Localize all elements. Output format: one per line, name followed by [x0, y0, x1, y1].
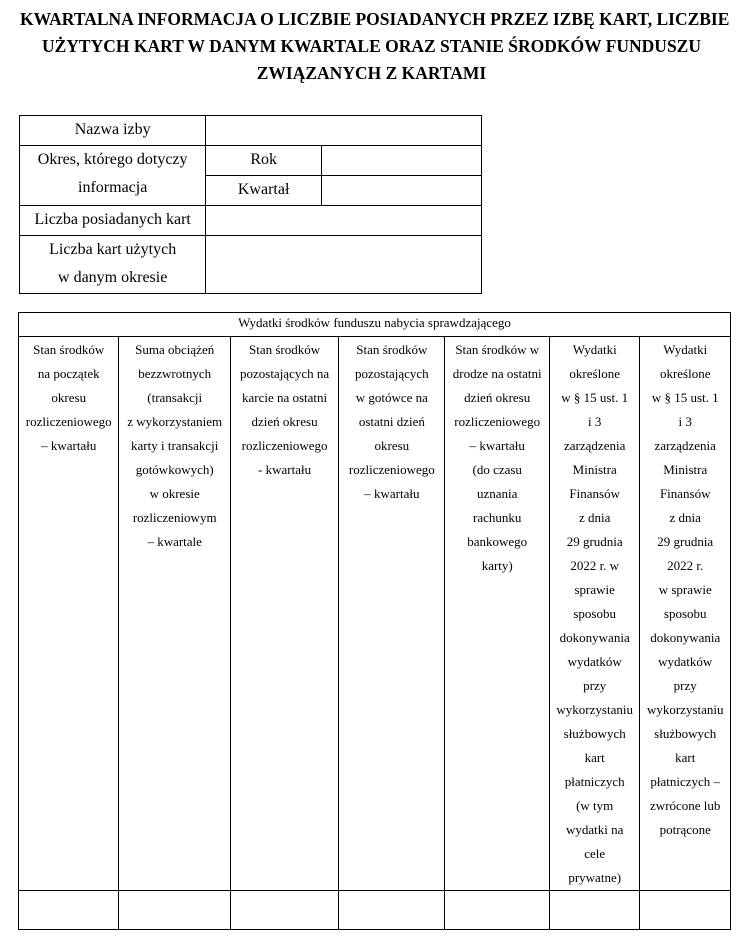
column-header-5-line: karty): [481, 558, 513, 573]
column-header-7-line: Wydatki: [663, 342, 708, 357]
column-header-6-line: określone: [569, 366, 620, 381]
column-header-5-line: uznania: [477, 486, 518, 501]
column-header-6: [549, 337, 640, 891]
column-header-6-line: wydatki na: [565, 822, 624, 837]
column-header-6-line: 2022 r. w: [570, 558, 620, 573]
column-header-4-line: ostatni dzień: [358, 414, 425, 429]
column-header-6-line: służbowych: [563, 726, 626, 741]
column-header-4-line: – kwartału: [364, 486, 420, 501]
column-header-2-line: Suma obciążeń: [135, 342, 215, 357]
column-header-7-line: i 3: [678, 414, 692, 429]
column-header-7: [640, 337, 731, 891]
document-title: [20, 6, 730, 87]
column-header-5: [445, 337, 549, 891]
column-header-7-line: określone: [659, 366, 711, 381]
column-header-7-line: 2022 r.: [667, 558, 704, 573]
label-okres: [20, 146, 206, 206]
spending-table-header: Wydatki środków funduszu nabycia sprawdzającego: [19, 313, 731, 337]
column-header-4-line: Stan środków: [356, 342, 428, 357]
column-header-7-line: w sprawie: [658, 582, 712, 597]
column-header-1-line: Stan środków: [33, 342, 105, 357]
column-header-2-line: karty i transakcji: [131, 438, 219, 453]
column-header-3: [230, 337, 338, 891]
column-header-6-line: Wydatki: [572, 342, 617, 357]
column-header-3-line: pozostających na: [239, 366, 330, 381]
column-header-7-line: 29 grudnia: [657, 534, 714, 549]
column-header-6-line: 29 grudnia: [566, 534, 623, 549]
data-cell-4[interactable]: [339, 891, 445, 930]
data-cell-3[interactable]: [230, 891, 338, 930]
column-header-7-line: potrącone: [659, 822, 711, 837]
column-header-7-line: służbowych: [654, 726, 717, 741]
label-liczba-posiadanych: Liczba posiadanych kart: [20, 206, 206, 236]
column-header-6-line: wykorzystaniu: [556, 702, 633, 717]
column-header-4-line: rozliczeniowego: [348, 462, 435, 477]
data-cell-6[interactable]: [549, 891, 640, 930]
column-header-2-line: z wykorzystaniem: [127, 414, 223, 429]
column-header-5-line: bankowego: [467, 534, 528, 549]
column-header-5-line: rozliczeniowego: [454, 414, 541, 429]
title-line-2: UŻYTYCH KART W DANYM KWARTALE ORAZ STANIE ŚRODKÓW FUNDUSZU: [41, 36, 701, 56]
column-header-6-line: Finansów: [569, 486, 620, 501]
label-kwartal: Kwartał: [206, 176, 322, 206]
column-header-3-line: karcie na ostatni: [241, 390, 328, 405]
column-header-3-line: dzień okresu: [251, 414, 318, 429]
column-header-7-line: z dnia: [669, 510, 701, 525]
column-header-7-line: wydatków: [658, 654, 713, 669]
column-header-5-line: Stan środków w: [455, 342, 540, 357]
input-liczba-posiadanych[interactable]: [206, 206, 482, 236]
column-header-6-line: kart: [584, 750, 605, 765]
label-okres-line-2: informacja: [78, 179, 148, 196]
column-header-7-line: sposobu: [663, 606, 707, 621]
label-liczba-uzytych: [20, 236, 206, 294]
column-header-6-line: i 3: [588, 414, 602, 429]
column-header-3-line: rozliczeniowego: [241, 438, 328, 453]
column-header-3-line: - kwartału: [258, 462, 312, 477]
column-header-2-line: gotówkowych): [135, 462, 214, 477]
column-header-1-line: okresu: [51, 390, 87, 405]
label-liczba-uzytych-line-2: w danym okresie: [58, 269, 168, 286]
input-rok[interactable]: [321, 146, 481, 176]
column-header-7-line: w § 15 ust. 1: [651, 390, 719, 405]
column-header-7-line: dokonywania: [650, 630, 721, 645]
column-header-6-line: płatniczych: [564, 774, 625, 789]
column-header-4: [339, 337, 445, 891]
column-header-6-line: w § 15 ust. 1: [561, 390, 629, 405]
column-header-4-line: okresu: [374, 438, 410, 453]
column-header-1-line: na początek: [37, 366, 100, 381]
spending-table: [18, 312, 731, 930]
column-header-1: [19, 337, 119, 891]
column-header-2: [119, 337, 230, 891]
info-table: [19, 115, 482, 294]
column-header-7-line: wykorzystaniu: [646, 702, 724, 717]
title-line-3: ZWIĄZANYCH Z KARTAMI: [256, 63, 487, 83]
column-header-6-line: sprawie: [574, 582, 615, 597]
column-header-5-line: drodze na ostatni: [452, 366, 542, 381]
column-header-7-line: zarządzenia: [654, 438, 716, 453]
column-header-2-line: – kwartale: [147, 534, 202, 549]
column-header-6-line: z dnia: [578, 510, 611, 525]
column-header-6-line: przy: [583, 678, 607, 693]
column-header-6-line: dokonywania: [559, 630, 630, 645]
column-header-5-line: dzień okresu: [464, 390, 531, 405]
data-row: [19, 891, 731, 930]
column-header-7-line: przy: [673, 678, 697, 693]
input-nazwa-izby[interactable]: [206, 116, 482, 146]
column-header-5-line: rachunku: [473, 510, 522, 525]
data-cell-5[interactable]: [445, 891, 549, 930]
column-header-6-line: Ministra: [572, 462, 617, 477]
column-header-7-line: płatniczych –: [650, 774, 721, 789]
column-header-5-line: – kwartału: [469, 438, 525, 453]
column-header-1-line: rozliczeniowego: [25, 414, 112, 429]
column-header-7-line: Ministra: [663, 462, 708, 477]
column-header-7-line: Finansów: [659, 486, 711, 501]
column-header-2-line: rozliczeniowym: [132, 510, 217, 525]
column-headers-row: [19, 337, 731, 891]
label-rok: Rok: [206, 146, 322, 176]
data-cell-1[interactable]: [19, 891, 119, 930]
data-cell-7[interactable]: [640, 891, 731, 930]
title-line-1: KWARTALNA INFORMACJA O LICZBIE POSIADANYCH PRZEZ IZBĘ KART, LICZBIE: [20, 9, 730, 29]
column-header-6-line: prywatne): [568, 870, 622, 885]
column-header-6-line: wydatków: [567, 654, 622, 669]
label-okres-line-1: Okres, którego dotyczy: [37, 151, 188, 168]
column-header-6-line: sposobu: [573, 606, 616, 621]
column-header-7-line: zwrócone lub: [650, 798, 721, 813]
column-header-7-line: kart: [675, 750, 696, 765]
column-header-1-line: – kwartału: [41, 438, 97, 453]
column-header-2-line: w okresie: [149, 486, 200, 501]
column-header-2-line: bezzwrotnych: [138, 366, 212, 381]
column-header-6-line: zarządzenia: [564, 438, 626, 453]
input-kwartal[interactable]: [321, 176, 481, 206]
input-liczba-uzytych[interactable]: [206, 236, 482, 294]
column-header-4-line: w gotówce na: [355, 390, 428, 405]
column-header-5-line: (do czasu: [472, 462, 522, 477]
label-nazwa-izby: Nazwa izby: [20, 116, 206, 146]
column-header-2-line: (transakcji: [147, 390, 203, 405]
column-header-6-line: cele: [584, 846, 606, 861]
column-header-6-line: (w tym: [576, 798, 614, 813]
data-cell-2[interactable]: [119, 891, 230, 930]
label-liczba-uzytych-line-1: Liczba kart użytych: [49, 241, 177, 258]
column-header-4-line: pozostających: [355, 366, 429, 381]
column-header-3-line: Stan środków: [248, 342, 321, 357]
